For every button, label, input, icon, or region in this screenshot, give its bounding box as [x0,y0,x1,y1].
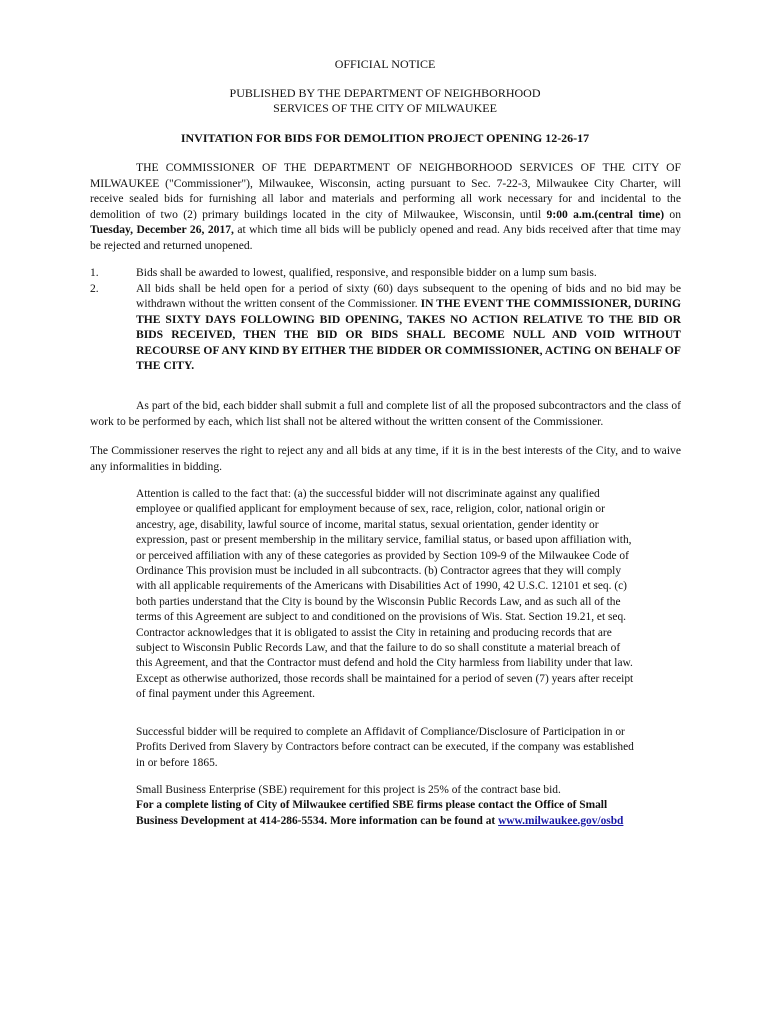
subcontractors-paragraph: As part of the bid, each bidder shall submit a full and complete list of all the proposed subcontractors and the class of work to be performed by each, which list shall not be altered without the written consent of the Commissioner. [90,399,681,428]
deadline-time: 9:00 a.m.(central time) [546,207,665,221]
intro-text-b: on [664,207,682,221]
publisher-heading [0,86,770,116]
sbe-requirement: Small Business Enterprise (SBE) requirement for this project is 25% of the contract base bid. [136,784,561,796]
intro-paragraph [90,160,681,253]
attention-paragraph: Attention is called to the fact that: (a) the successful bidder will not discriminate against any qualified employee or qualified applicant for employment because of sex, race, religion, color, national origin or ancestry, age, disability, lawful source of income, marital status, sexual orientation, gender identity or expression, past or present membership in the military service, familial status, or based upon affiliation with, or perceived affiliation with any of these categories as provided by Section 109-9 of the Milwaukee Code of Ordinance This provision must be included in all subcontracts. (b) Contractor agrees that they will comply with all applicable requirements of the Americans with Disabilities Act of 1990, 42 U.S.C. 12101 et seq. (c) both parties understand that the City is bound by the Wisconsin Public Records Law, and as such all of the terms of this Agreement are subject to and conditioned on the provisions of Wis. Stat. Section 19.21, et seq. Contractor acknowledges that it is obligated to assist the City in retaining and producing records that are subject to Wisconsin Public Records Law, and that the failure to do so shall constitute a material breach of this Agreement, and that the Contractor must defend and hold the City harmless from liability under that law. Except as otherwise authorized, those records shall be maintained for a period of seven (7) years after receipt of final payment under this Agreement. [136,488,634,701]
list-item [90,281,681,374]
publisher-line-1: PUBLISHED BY THE DEPARTMENT OF NEIGHBORHOOD [229,86,541,100]
sbe-paragraph [136,783,636,829]
list-text-bold: IN THE EVENT THE COMMISSIONER, DURING THE SIXTY DAYS FOLLOWING BID OPENING, TAKES NO ACTION RELATIVE TO THE BID OR BIDS RECEIVED, THEN THE BID OR BIDS SHALL BECOME NULL AND VOID WITHOUT RECOURSE OF ANY KIND BY EITHER THE BIDDER OR COMMISSIONER, ACTING ON BEHALF OF THE CITY. [136,297,681,372]
deadline-date: Tuesday, December 26, 2017, [90,223,234,236]
osbd-link[interactable]: www.milwaukee.gov/osbd [498,814,624,827]
notice-title: INVITATION FOR BIDS FOR DEMOLITION PROJECT OPENING 12-26-17 [180,131,590,145]
intro-text-a: THE COMMISSIONER OF THE DEPARTMENT OF NEIGHBORHOOD SERVICES OF THE CITY OF MILWAUKEE ("Commissioner"), Milwaukee, Wisconsin, acting pursuant to Sec. 7-22-3, Milwaukee City Charter, will receive sealed bids for furnishing all labor and materials and performing all work necessary for and incidental to the demolition of two (2) primary buildings located in the city of Milwaukee, Wisconsin, until [90,161,681,221]
list-text [136,281,681,374]
affidavit-paragraph: Successful bidder will be required to complete an Affidavit of Compliance/Disclosure of Participation in or Profits Derived from Slavery by Contractors before contract can be executed, if the company was established in or before 1865. [136,726,634,769]
list-text-regular: All bids shall be held open for a period of sixty (60) days subsequent to the opening of bids and no bid may be withdrawn without the written consent of the Commissioner. [136,281,681,310]
list-number: 2. [90,281,99,295]
publisher-line-2: SERVICES OF THE CITY OF MILWAUKEE [273,101,497,115]
sbe-contact [136,798,636,829]
conditions-list [90,265,681,374]
reject-paragraph: The Commissioner reserves the right to reject any and all bids at any time, if it is in the best interests of the City, and to waive any informalities in bidding. [90,444,681,473]
list-text: Bids shall be awarded to lowest, qualified, responsive, and responsible bidder on a lump sum basis. [136,266,597,279]
list-number: 1. [90,266,99,279]
list-item [90,265,681,281]
intro-text-c: at which time all bids will be publicly opened and read. Any bids received after that time may be rejected and returned unopened. [90,223,681,252]
sbe-contact-text: For a complete listing of City of Milwaukee certified SBE firms please contact the Office of Small Business Development at 414-286-5534. More information can be found at [136,799,608,827]
official-notice-heading: OFFICIAL NOTICE [334,57,436,71]
